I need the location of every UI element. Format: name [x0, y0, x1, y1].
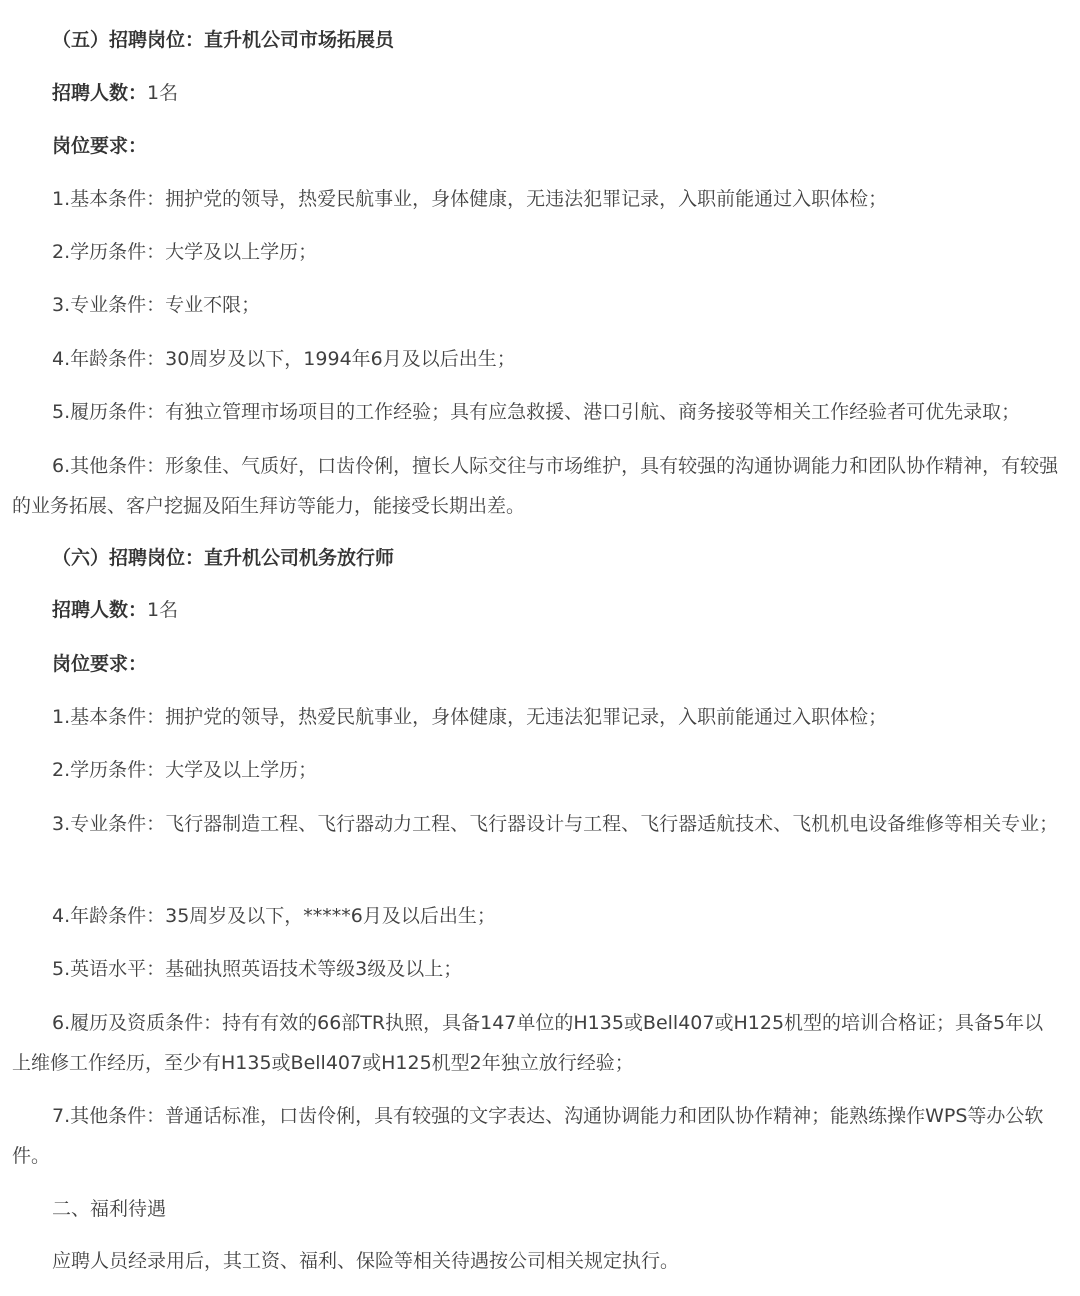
benefits-text: 应聘人员经录用后，其工资、福利、保险等相关待遇按公司相关规定执行。	[52, 1250, 680, 1272]
section5-item-4: 4.年龄条件：30周岁及以下，1994年6月及以后出生；	[52, 348, 516, 370]
section6-item-5: 5.英语水平：基础执照英语技术等级3级及以上；	[52, 958, 463, 980]
section5-count-value: 1名	[147, 82, 179, 104]
section5-item-1: 1.基本条件：拥护党的领导，热爱民航事业，身体健康，无违法犯罪记录，入职前能通过入职体检；	[52, 188, 888, 210]
section6-item-3: 3.专业条件：飞行器制造工程、飞行器动力工程、飞行器设计与工程、飞行器适航技术、飞机机电设备维修等相关专业；	[52, 813, 1059, 835]
section5-count-label: 招聘人数：	[52, 82, 148, 104]
section6-count	[12, 590, 1062, 630]
section5-title: （五）招聘岗位：直升机公司市场拓展员	[52, 29, 395, 51]
section5-item-6: 6.其他条件：形象佳、气质好，口齿伶俐，擅长人际交往与市场维护，具有较强的沟通协调能力和团队协作精神，有较强的业务拓展、客户挖掘及陌生拜访等能力，能接受长期出差。	[12, 455, 1059, 517]
section5-item-5: 5.履历条件：有独立管理市场项目的工作经验；具有应急救援、港口引航、商务接驳等相关工作经验者可优先录取；	[52, 401, 1021, 423]
section6-title: （六）招聘岗位：直升机公司机务放行师	[52, 547, 395, 569]
section5-item-2: 2.学历条件：大学及以上学历；	[52, 241, 318, 263]
section6-count-value: 1名	[147, 599, 179, 621]
section6-item-4: 4.年龄条件：35周岁及以下，*****6月及以后出生；	[52, 905, 496, 927]
section6-count-label: 招聘人数：	[52, 599, 148, 621]
section5-req-label: 岗位要求：	[52, 135, 148, 157]
section6-item-2: 2.学历条件：大学及以上学历；	[52, 759, 318, 781]
section6-req-label: 岗位要求：	[52, 653, 148, 675]
section6-item-1: 1.基本条件：拥护党的领导，热爱民航事业，身体健康，无违法犯罪记录，入职前能通过入职体检；	[52, 706, 888, 728]
section6-item-6: 6.履历及资质条件：持有有效的66部TR执照，具备147单位的H135或Bell407或H125机型的培训合格证；具备5年以上维修工作经历，至少有H135或Bell407或H125机型2年独立放行经验；	[12, 1012, 1044, 1074]
section5-count	[12, 73, 1062, 113]
section5-item-3: 3.专业条件：专业不限；	[52, 294, 261, 316]
benefits-title: 二、福利待遇	[52, 1198, 167, 1220]
section6-item-7: 7.其他条件：普通话标准，口齿伶俐，具有较强的文字表达、沟通协调能力和团队协作精神；能熟练操作WPS等办公软件。	[12, 1105, 1044, 1167]
